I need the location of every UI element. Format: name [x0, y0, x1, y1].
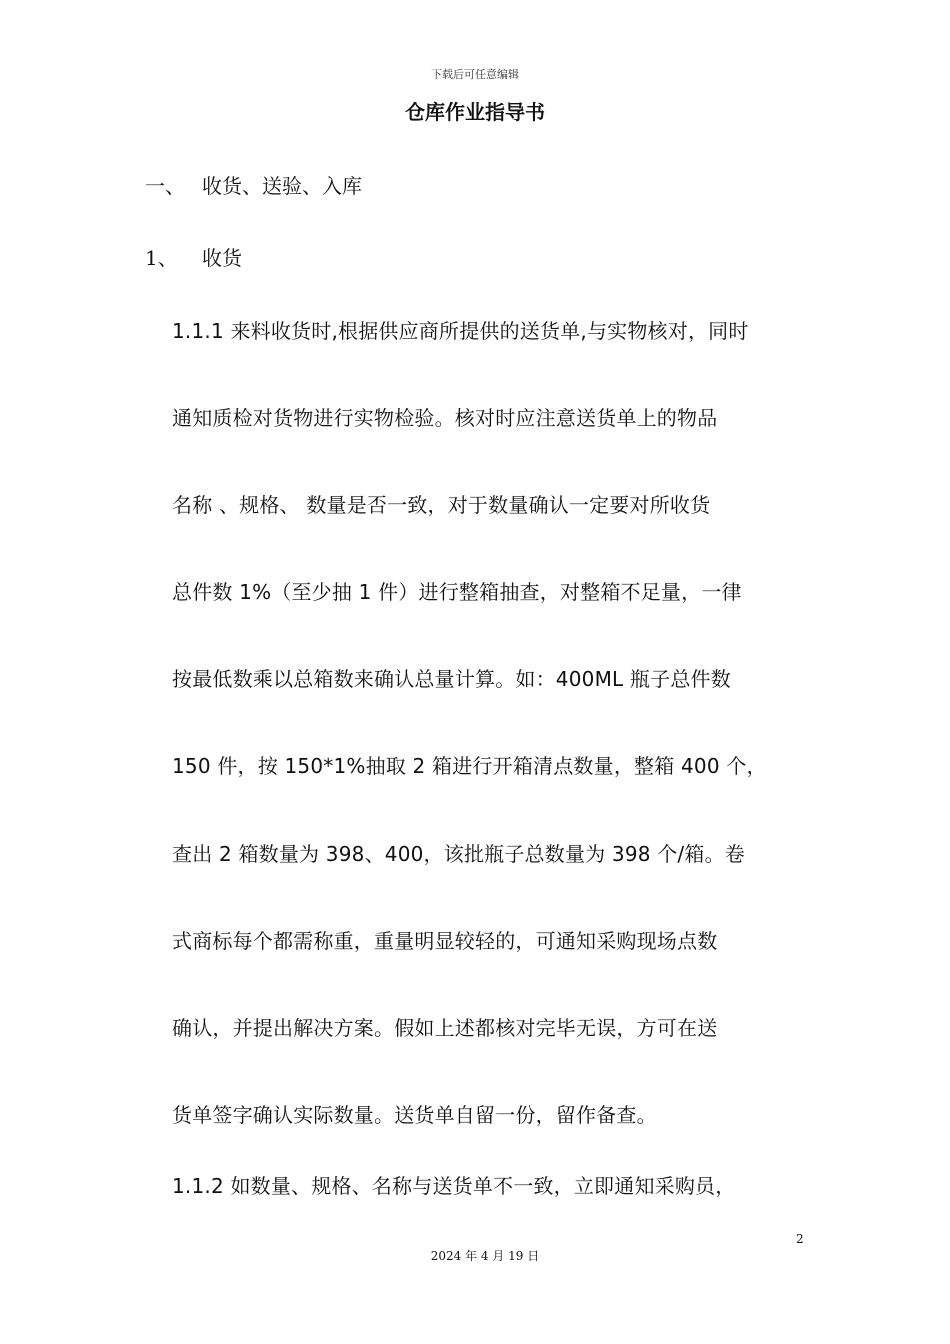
footer-date: 2024 年 4 月 19 日: [430, 1249, 540, 1263]
paragraph-line: 名称 、规格、 数量是否一致，对于数量确认一定要对所收货: [172, 493, 711, 517]
paragraph-line: 查出 2 箱数量为 398、400，该批瓶子总数量为 398 个/箱。卷: [172, 842, 745, 866]
paragraph-line: 按最低数乘以总箱数来确认总量计算。如：400ML 瓶子总件数: [172, 667, 731, 691]
paragraph-line: 货单签字确认实际数量。送货单自留一份，留作备查。: [172, 1103, 657, 1127]
paragraph-line: 总件数 1%（至少抽 1 件）进行整箱抽查，对整箱不足量，一律: [172, 580, 742, 604]
header-note: 下载后可任意编辑: [431, 68, 519, 81]
document-title: 仓库作业指导书: [405, 100, 545, 124]
paragraph-line: 1.1.2 如数量、规格、名称与送货单不一致，立即通知采购员，: [172, 1174, 736, 1198]
subsection-number: 1、: [145, 246, 178, 270]
paragraph-line: 1.1.1 来料收货时,根据供应商所提供的送货单,与实物核对，同时: [172, 319, 749, 343]
subsection-heading: [145, 242, 242, 271]
section-title: 收货、送验、入库: [202, 174, 362, 198]
paragraph-line: 式商标每个都需称重，重量明显较轻的，可通知采购现场点数: [172, 929, 718, 953]
page-number: 2: [796, 1232, 804, 1246]
paragraph-line: 150 件，按 150*1%抽取 2 箱进行开箱清点数量，整箱 400 个，: [172, 754, 767, 778]
section-number: 一、: [145, 174, 185, 198]
subsection-title: 收货: [202, 246, 242, 270]
paragraph-line: 确认，并提出解决方案。假如上述都核对完毕无误，方可在送: [172, 1016, 718, 1040]
section-heading: [145, 170, 362, 199]
paragraph-line: 通知质检对货物进行实物检验。核对时应注意送货单上的物品: [172, 406, 718, 430]
